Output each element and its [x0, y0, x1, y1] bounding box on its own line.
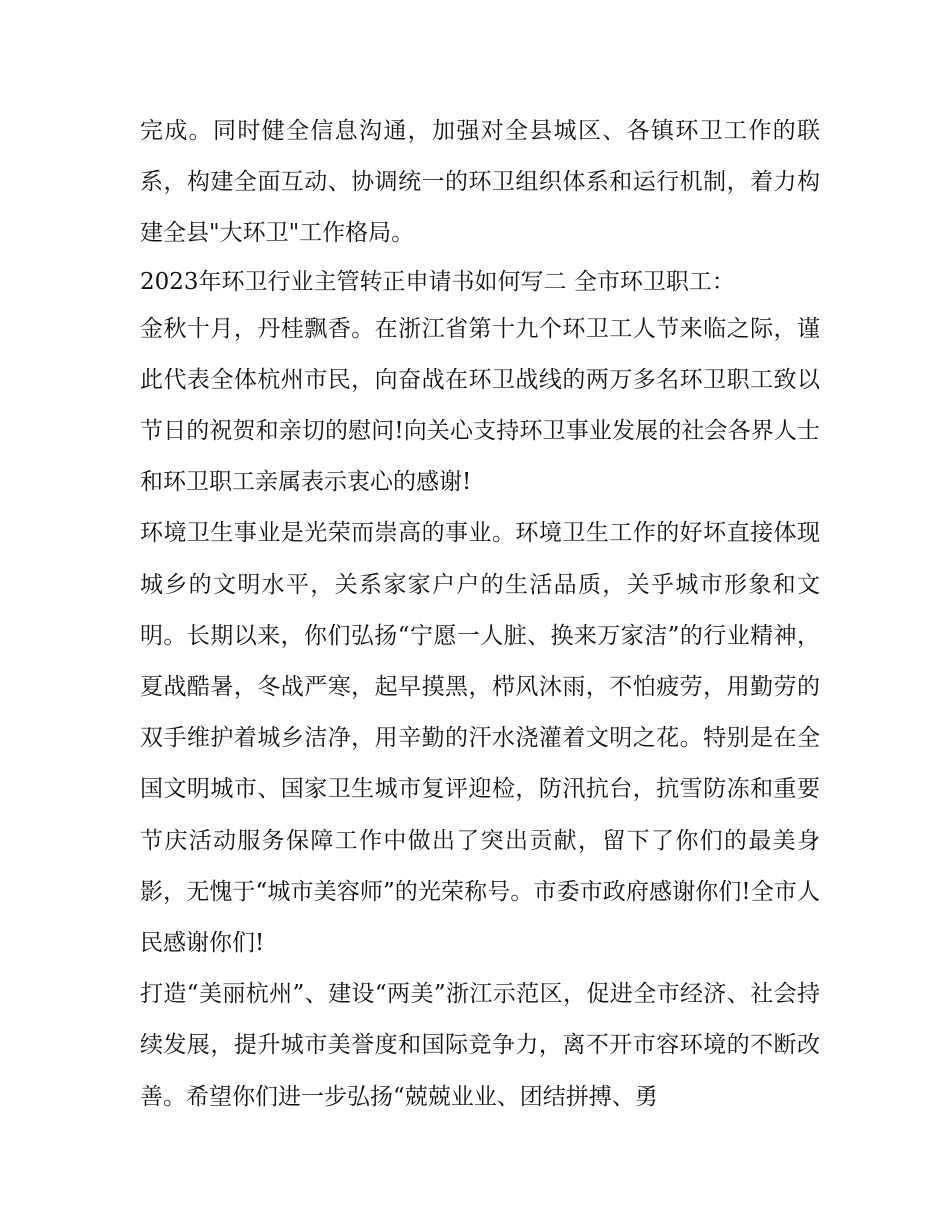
paragraph-body: 环境卫生事业是光荣而崇高的事业。环境卫生工作的好坏直接体现城乡的文明水平，关系家家户户的生活品质，关乎城市形象和文明。长期以来，你们弘扬“宁愿一人脏、换来万家洁”的行业精神，夏战酷暑，冬战严寒，起早摸黑，栉风沐雨，不怕疲劳，用勤劳的双手维护着城乡洁净，用辛勤的汗水浇灌着文明之花。特别是在全国文明城市、国家卫生城市复评迎检，防汛抗台，抗雪防冻和重要节庆活动服务保障工作中做出了突出贡献，留下了你们的最美身影，无愧于“城市美容师”的光荣称号。市委市政府感谢你们!全市人民感谢你们! — [140, 520, 820, 957]
document-page — [140, 106, 820, 1123]
paragraph-closing: 打造“美丽杭州”、建设“两美”浙江示范区，促进全市经济、社会持续发展，提升城市美誉度和国际竞争力，离不开市容环境的不断改善。希望你们进一步弘扬“兢兢业业、团结拼搏、勇 — [140, 981, 820, 1110]
section-heading: 2023年环卫行业主管转正申请书如何写二 全市环卫职工： — [140, 268, 735, 295]
paragraph-greeting: 金秋十月，丹桂飘香。在浙江省第十九个环卫工人节来临之际，谨此代表全体杭州市民，向奋战在环卫战线的两万多名环卫职工致以节日的祝贺和亲切的慰问!向关心支持环卫事业发展的社会各界人士和环卫职工亲属表示衷心的感谢! — [140, 315, 820, 496]
paragraph-continuation: 完成。同时健全信息沟通，加强对全县城区、各镇环卫工作的联系，构建全面互动、协调统一的环卫组织体系和运行机制，着力构建全县"大环卫"工作格局。 — [140, 118, 820, 247]
